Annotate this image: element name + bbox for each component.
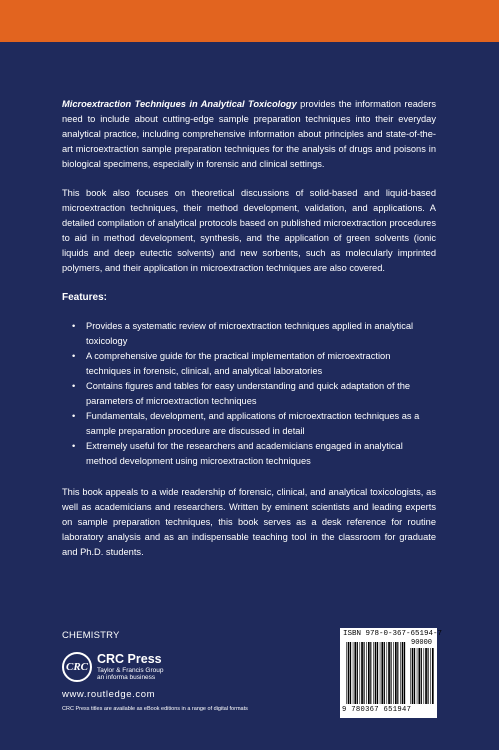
intro-text: provides the information readers need to include about cutting-edge sample preparation techniques into their everyday analytical practice, including comprehensive information about principles and state-of-the-art microextraction sample preparation techniques for the analysis of drugs and poisons in biological specimens, especially in forensic and clinical settings.	[62, 99, 436, 169]
third-paragraph: This book appeals to a wide readership of forensic, clinical, and analytical toxicologists, as well as academicians and researchers. Written by eminent scientists and leading experts on sample preparation techniques, this book serves as a desk reference for routine laboratory analysis and as an indispensable teaching tool in the classroom for graduate and Ph.D. students.	[62, 487, 436, 557]
barcode-addon-digits: 90000	[411, 639, 433, 647]
isbn-number: ISBN 978-0-367-65194-7	[343, 630, 443, 638]
barcode-bars	[346, 642, 406, 704]
barcode-addon-bars	[410, 648, 434, 704]
feature-item: • Extremely useful for the researchers and academicians engaged in analytical method development using microextraction techniques	[72, 439, 436, 469]
publisher-group: Taylor & Francis Group	[97, 666, 164, 674]
features-list	[62, 319, 436, 469]
second-paragraph: This book also focuses on theoretical discussions of solid-based and liquid-based microextraction techniques, their method development, validation, and applications. A detailed compilation of analytical protocols based on published microextraction procedures to aid in method development, synthesis, and the application of green solvents (ionic liquids and deep eutectic solvents) and new sorbents, such as molecularly imprinted polymers, and their application in microextraction techniques are also covered.	[62, 188, 436, 273]
ebook-note: CRC Press titles are available as eBook editions in a range of digital formats	[62, 706, 248, 712]
isbn-barcode	[340, 628, 443, 718]
intro-paragraph	[62, 97, 436, 172]
publisher-name: CRC Press	[97, 652, 162, 666]
crc-logo-icon: CRC	[62, 652, 92, 682]
features-heading: Features:	[62, 292, 108, 303]
publisher-business: an informa business	[97, 674, 156, 681]
publisher-block	[97, 653, 163, 682]
feature-item: • Fundamentals, development, and applications of microextraction techniques as a sample preparation procedure are discussed in detail	[72, 409, 436, 439]
feature-item: • Contains figures and tables for easy understanding and quick adaptation of the parameters of microextraction techniques	[72, 379, 436, 409]
website-link[interactable]: www.routledge.com	[62, 689, 156, 700]
top-color-band	[0, 0, 499, 42]
barcode-ean-digits: 9 780367 651947	[342, 706, 412, 714]
book-title: Microextraction Techniques in Analytical Toxicology	[62, 99, 297, 109]
subject-category: CHEMISTRY	[62, 630, 120, 641]
feature-item: • A comprehensive guide for the practical implementation of microextraction techniques in forensic, clinical, and analytical laboratories	[72, 349, 436, 379]
feature-item: • Provides a systematic review of microextraction techniques applied in analytical toxicology	[72, 319, 436, 349]
description-block	[62, 97, 436, 574]
